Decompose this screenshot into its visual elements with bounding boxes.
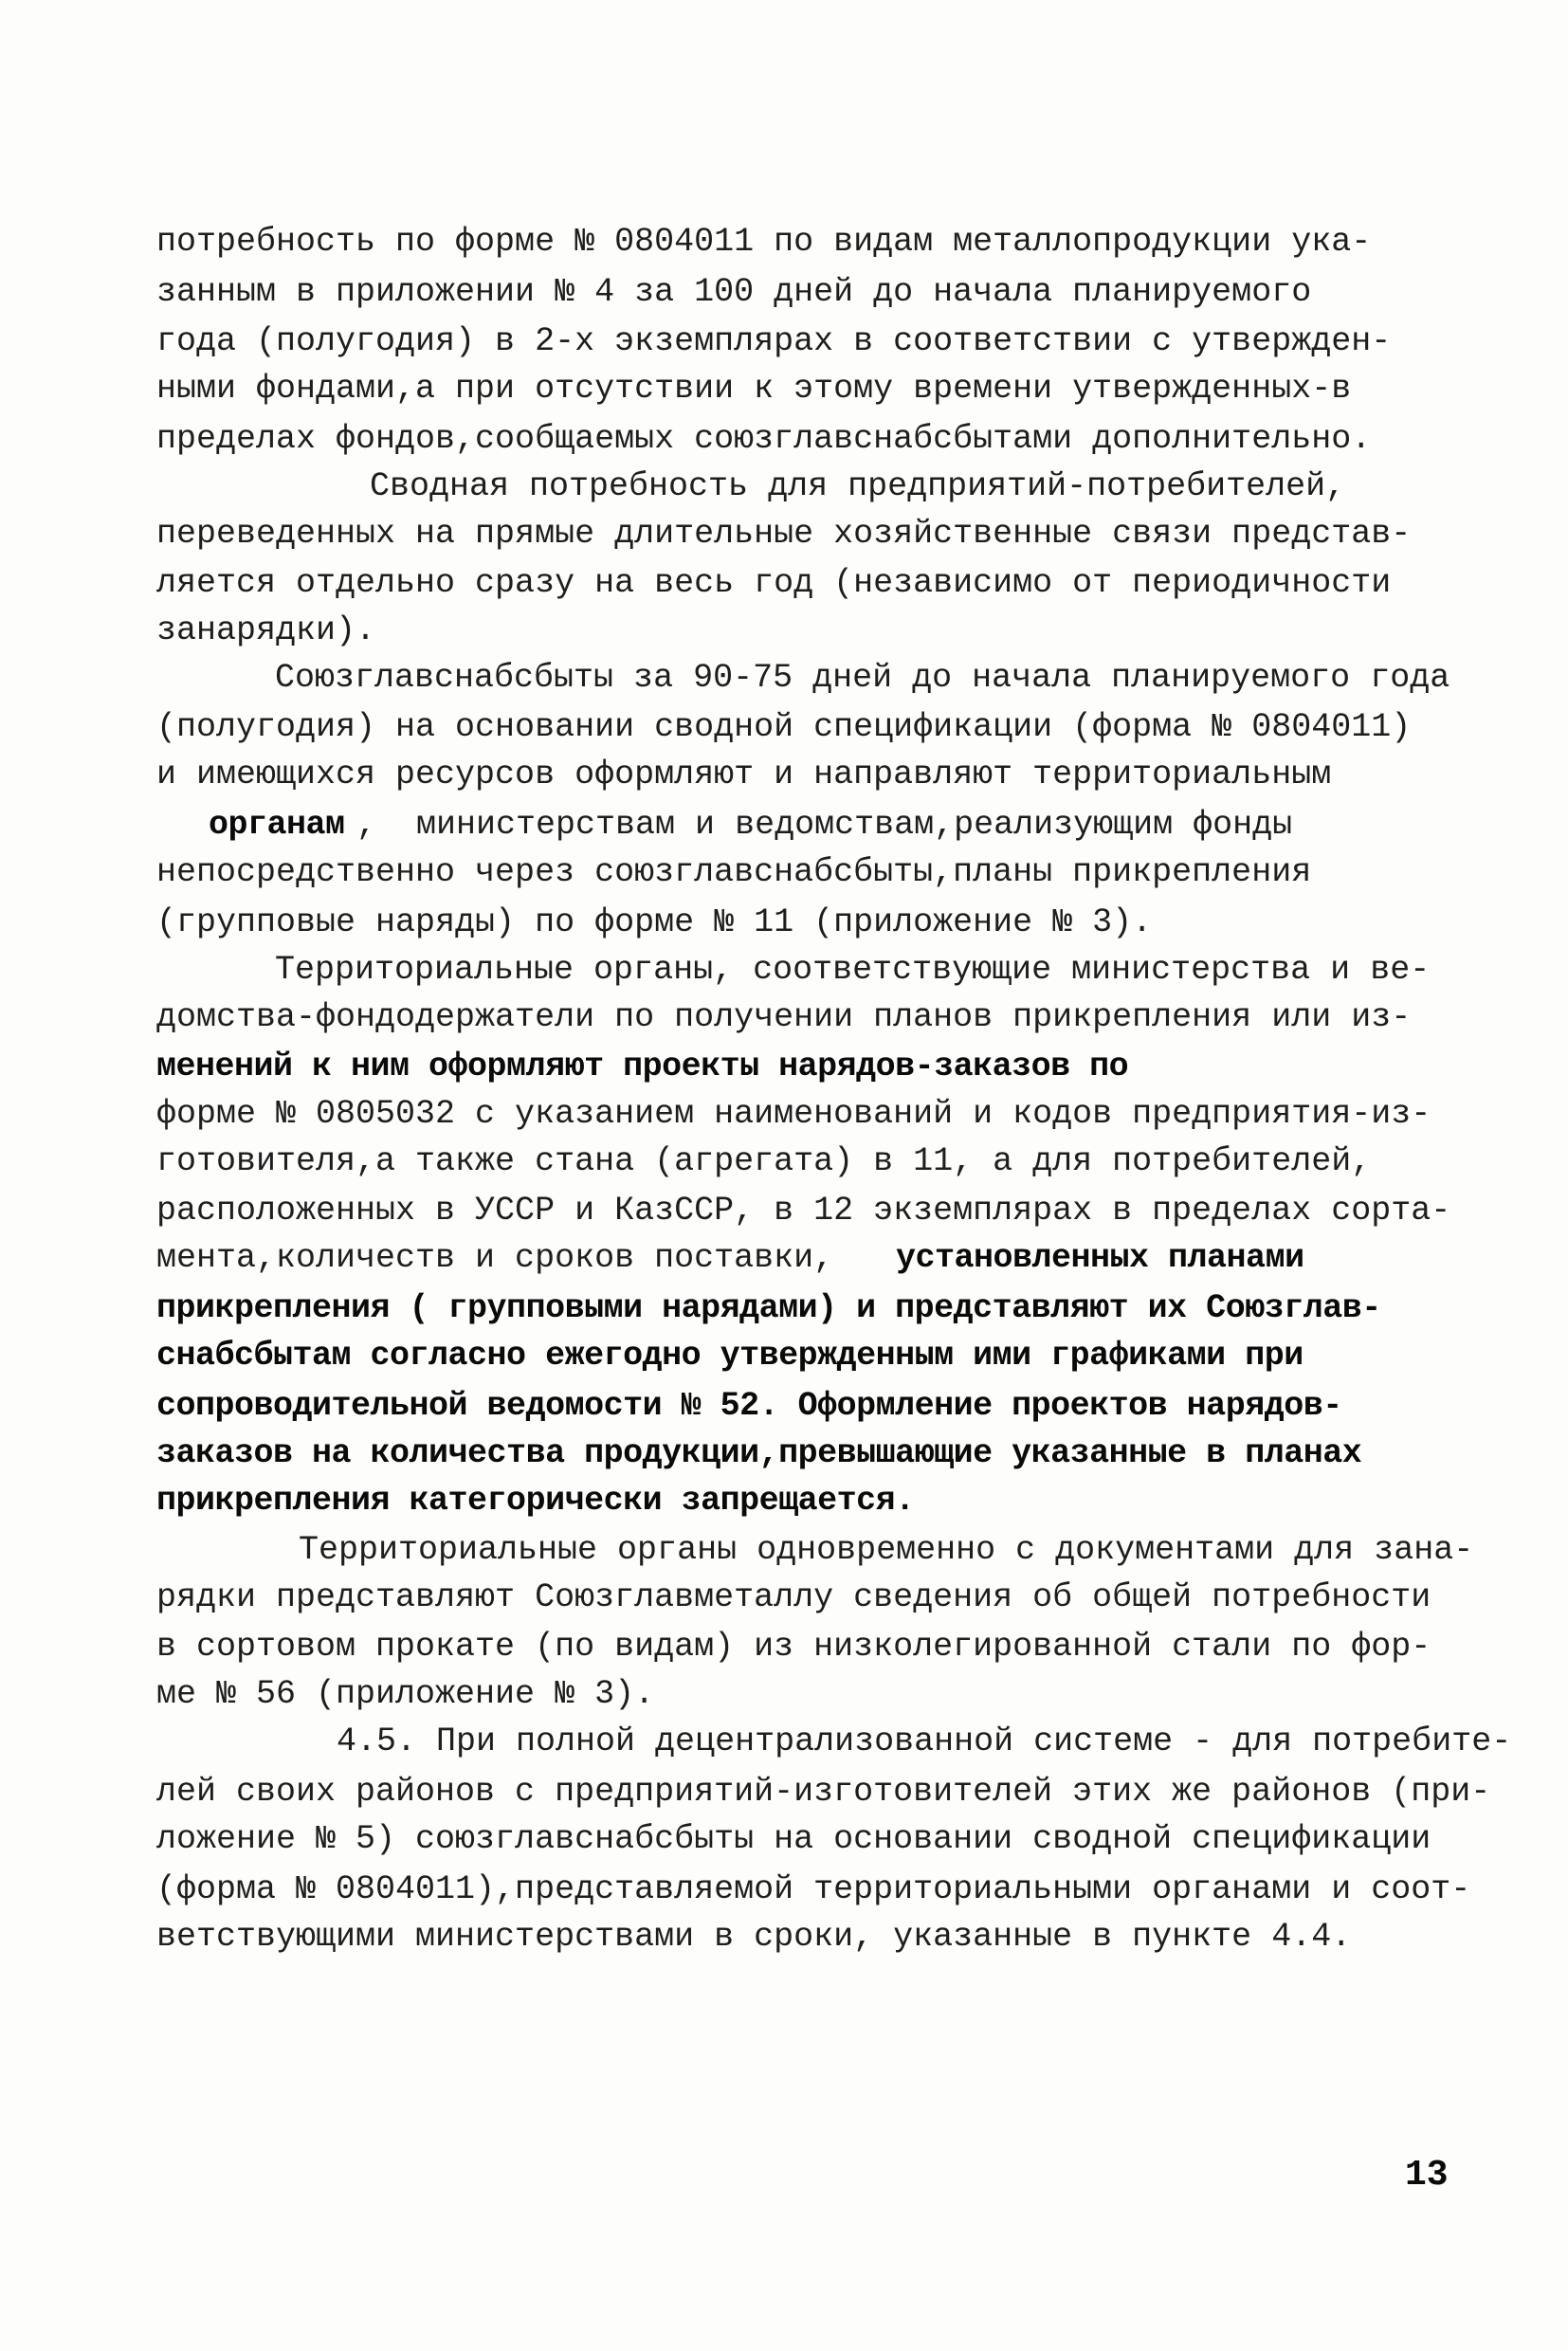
text-line-01: потребность по форме № 0804011 по видам металлопродукции ука- [156, 223, 1372, 261]
text-line-15: (групповые наряды) по форме № 11 (приложение № 3). [156, 903, 1153, 941]
text-bold-line-22b: установленных планами [896, 1239, 1304, 1277]
text-line-32: 4.5. При полной децентрализованной системе - для потребите- [337, 1722, 1512, 1760]
text-line-34: ложение № 5) союзглавснабсбыты на основании сводной спецификации [156, 1820, 1431, 1858]
text-line-08: ляется отдельно сразу на весь год (независимо от периодичности [156, 564, 1392, 602]
text-line-30: в сортовом прокате (по видам) из низколегированной стали по фор- [156, 1628, 1431, 1666]
text-line-04: ными фондами,а при отсутствии к этому времени утвержденных-в [156, 370, 1352, 408]
text-bold-line-23: прикрепления ( групповыми нарядами) и представляют их Союзглав- [156, 1289, 1381, 1327]
text-line-07: переведенных на прямые длительные хозяйственные связи представ- [156, 515, 1412, 553]
text-line-21: расположенных в УССР и КазССР, в 12 экземплярах в пределах сорта- [156, 1192, 1451, 1230]
text-line-06: Сводная потребность для предприятий-потребителей, [370, 467, 1346, 505]
text-bold-organam: органам [209, 806, 345, 844]
text-line-22: мента,количеств и сроков поставки, [156, 1239, 834, 1277]
text-line-29: рядки представляют Союзглавметаллу сведения об общей потребности [156, 1578, 1431, 1616]
text-bold-line-27: прикрепления категорически запрещается. [156, 1482, 915, 1520]
text-bold-line-18: менений к ним оформляют проекты нарядов-заказов по [156, 1048, 1129, 1085]
text-bold-line-25: сопроводительной ведомости № 52. Оформление проектов нарядов- [156, 1387, 1342, 1425]
text-line-11: (полугодия) на основании сводной спецификации (форма № 0804011) [156, 708, 1412, 746]
text-line-20: готовителя,а также стана (агрегата) в 11, а для потребителей, [156, 1142, 1372, 1180]
text-line-36: ветствующими министерствами в сроки, указанные в пункте 4.4. [156, 1918, 1352, 1956]
text-line-35: (форма № 0804011),представляемой территориальными органами и соот- [156, 1870, 1471, 1908]
text-line-02: занным в приложении № 4 за 100 дней до начала планируемого [156, 273, 1312, 311]
text-line-09: занарядки). [156, 611, 376, 649]
text-line-28: Территориальные органы одновременно с документами для зана- [299, 1531, 1474, 1569]
text-line-31: ме № 56 (приложение № 3). [156, 1675, 655, 1713]
text-bold-line-24: снабсбытам согласно ежегодно утвержденным ими графиками при [156, 1337, 1304, 1375]
text-line-10: Союзглавснабсбыты за 90-75 дней до начала планируемого года [275, 659, 1450, 697]
text-line-17: домства-фондодержатели по получении планов прикрепления или из- [156, 998, 1412, 1036]
text-bold-line-26: заказов на количества продукции,превышающие указанные в планах [156, 1434, 1362, 1472]
text-line-14: непосредственно через союзглавснабсбыты,планы прикрепления [156, 853, 1312, 891]
text-line-13: , министерствам и ведомствам,реализующим фонды [356, 806, 1293, 844]
text-line-33: лей своих районов с предприятий-изготовителей этих же районов (при- [156, 1773, 1491, 1811]
text-line-19: форме № 0805032 с указанием наименований и кодов предприятия-из- [156, 1095, 1431, 1133]
text-line-12: и имеющихся ресурсов оформляют и направляют территориальным [156, 756, 1332, 793]
text-line-05: пределах фондов,сообщаемых союзглавснабсбытами дополнительно. [156, 420, 1372, 458]
text-line-03: года (полугодия) в 2-х экземплярах в соответствии с утвержден- [156, 322, 1392, 360]
text-line-16: Территориальные органы, соответствующие министерства и ве- [275, 951, 1431, 989]
page-number: 13 [1405, 2155, 1449, 2196]
